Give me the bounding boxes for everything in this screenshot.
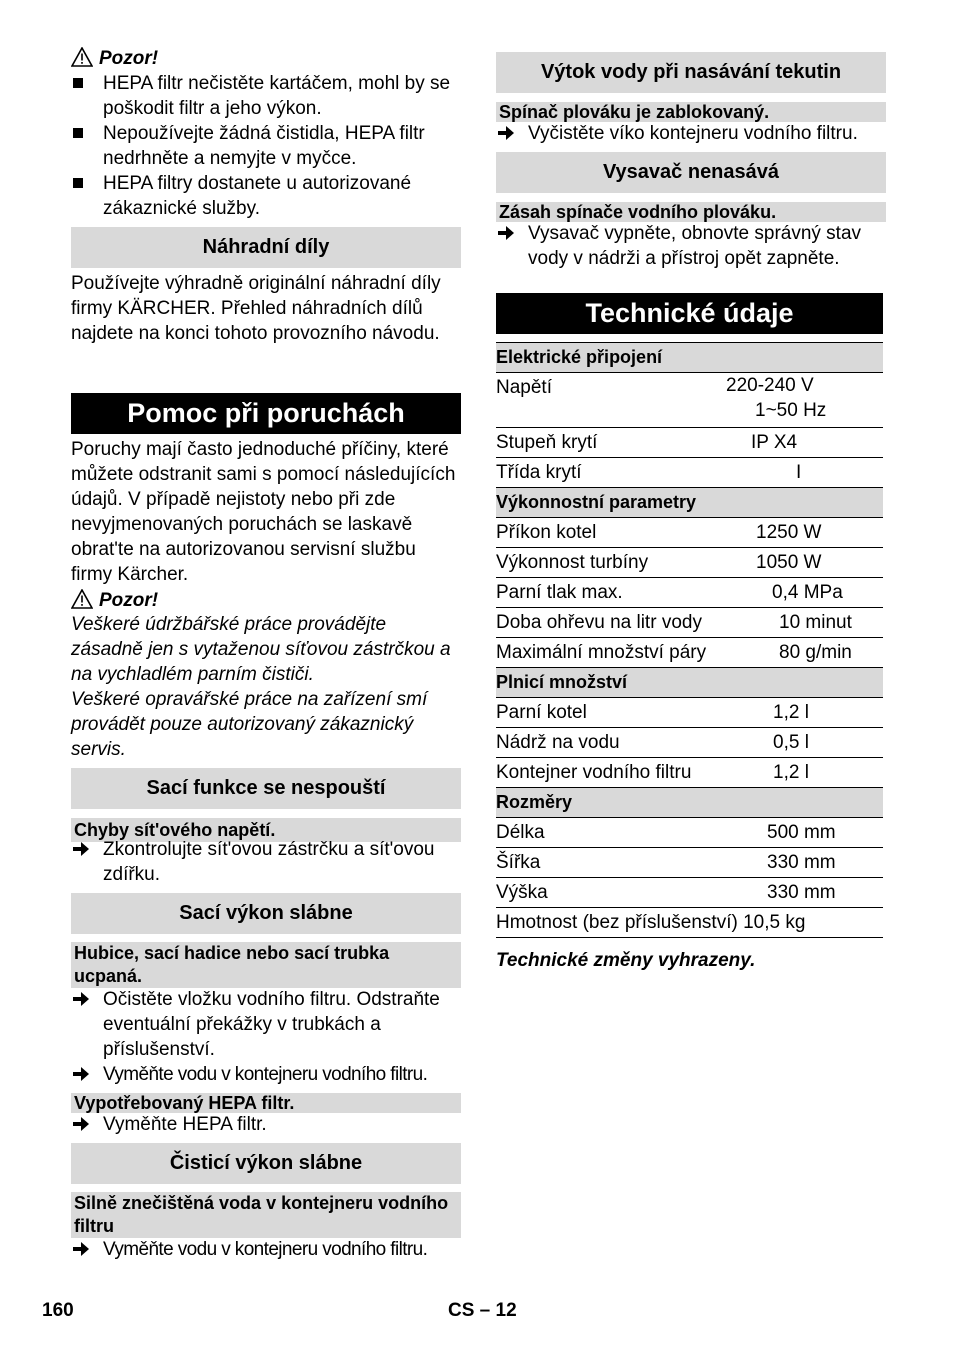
table-group-row: Plnicí množství — [496, 668, 883, 698]
remedy-item: Očistěte vložku vodního filtru. Odstraňte eventuální překážky v trubkách a příslušenství. — [71, 987, 461, 1062]
warning-icon — [71, 589, 93, 609]
arrow-right-icon — [498, 126, 514, 140]
square-bullet-icon — [73, 78, 83, 88]
table-row: Šířka 330 mm — [496, 848, 883, 878]
section-page-label: CS – 12 — [448, 1300, 517, 1321]
chapter-heading-troubleshooting: Pomoc při poruchách — [71, 393, 461, 434]
table-row: Napětí 220-240 V 1~50 Hz — [496, 373, 883, 428]
table-group-row: Elektrické připojení — [496, 343, 883, 373]
spare-parts-text: Používejte výhradně originální náhradní díly firmy KÄRCHER. Přehled náhradních dílů najdete na konci tohoto provozního návodu. — [71, 273, 441, 344]
arrow-right-icon — [498, 226, 514, 240]
fault-cause: Hubice, sací hadice nebo sací trubka ucpaná. — [71, 942, 461, 988]
arrow-right-icon — [73, 992, 89, 1006]
table-row: Třída krytí I — [496, 458, 883, 488]
remedy-item: Vyčistěte víko kontejneru vodního filtru. — [496, 121, 886, 146]
section-heading-cleaning-weak: Čisticí výkon slábne — [71, 1143, 461, 1184]
troubleshooting-text: Poruchy mají často jednoduché příčiny, které můžete odstranit sami s pomocí následujících údajů. V případě nejistoty nebo při zde nevyjmenovaných poruchách se laskavě obrat'te na autorizovanou servisní službu firmy Kärcher. — [71, 439, 456, 585]
square-bullet-icon — [73, 178, 83, 188]
weight-label: Hmotnost (bez příslušenství) — [496, 912, 738, 933]
table-row: Výkonnost turbíny 1050 W — [496, 548, 883, 578]
arrow-right-icon — [73, 842, 89, 856]
fault-cause: Vypotřebovaný HEPA filtr. — [71, 1093, 461, 1113]
frequency-value: 1~50 Hz — [755, 400, 827, 421]
square-bullet-icon — [73, 128, 83, 138]
table-row: Příkon kotel 1250 W — [496, 518, 883, 548]
voltage-value: 220-240 V — [726, 375, 814, 396]
remedy-item: Vyměňte vodu v kontejneru vodního filtru. — [71, 1062, 461, 1087]
fault-cause: Silně znečištěná voda v kontejneru vodního filtru — [71, 1192, 461, 1238]
caution-label: Pozor! — [71, 588, 158, 613]
fault-cause: Zásah spínače vodního plováku. — [496, 202, 886, 222]
remedy-item: Vysavač vypněte, obnovte správný stav vody v nádrži a přístroj opět zapněte. — [496, 221, 886, 271]
caution-label: Pozor! — [71, 46, 158, 71]
fault-cause: Spínač plováku je zablokovaný. — [496, 102, 886, 122]
list-item: Nepoužívejte žádná čistidla, HEPA filtr nedrhněte a nemyjte v myčce. — [71, 121, 461, 171]
table-group-row: Výkonnostní parametry — [496, 488, 883, 518]
remedy-item: Vyměňte HEPA filtr. — [71, 1112, 461, 1137]
fault-cause: Chyby sít'ového napětí. — [71, 818, 461, 842]
chapter-heading-technical-data: Technické údaje — [496, 293, 883, 334]
page-number: 160 — [42, 1300, 74, 1321]
table-row: Stupeň krytí IP X4 — [496, 428, 883, 458]
table-row: Délka 500 mm — [496, 818, 883, 848]
caution-text-repairs: Veškeré opravářské práce na zařízení smí provádět pouze autorizovaný zákaznický servis. — [71, 689, 428, 760]
section-heading-water-leak: Výtok vody při nasávání tekutin — [496, 52, 886, 93]
arrow-right-icon — [73, 1242, 89, 1256]
section-heading-spare-parts: Náhradní díly — [71, 227, 461, 268]
list-item: HEPA filtry dostanete u autorizované zákaznické služby. — [71, 171, 461, 221]
section-heading-suction-not-start: Sací funkce se nespouští — [71, 768, 461, 809]
warning-icon — [71, 47, 93, 67]
remedy-item: Zkontrolujte sít'ovou zástrčku a sít'ovou zdířku. — [71, 837, 461, 887]
arrow-right-icon — [73, 1117, 89, 1131]
section-heading-suction-weak: Sací výkon slábne — [71, 893, 461, 934]
table-row: Parní tlak max. 0,4 MPa — [496, 578, 883, 608]
list-item: HEPA filtr nečistěte kartáčem, mohl by se poškodit filtr a jeho výkon. — [71, 71, 461, 121]
table-row: Nádrž na vodu 0,5 l — [496, 728, 883, 758]
arrow-right-icon — [73, 1067, 89, 1081]
remedy-item: Vyměňte vodu v kontejneru vodního filtru. — [71, 1237, 461, 1262]
table-row: Maximální množství páry 80 g/min — [496, 638, 883, 668]
table-row — [496, 908, 883, 938]
table-row: Parní kotel 1,2 l — [496, 698, 883, 728]
table-group-row: Rozměry — [496, 788, 883, 818]
technical-note: Technické změny vyhrazeny. — [496, 950, 756, 971]
table-row: Výška 330 mm — [496, 878, 883, 908]
weight-value: 10,5 kg — [743, 912, 806, 933]
table-row: Doba ohřevu na litr vody 10 minut — [496, 608, 883, 638]
section-heading-no-suction: Vysavač nenasává — [496, 152, 886, 193]
caution-text-maintenance: Veškeré údržbářské práce provádějte zásadně jen s vytaženou síťovou zástrčkou a na vychladlém parním čističi. — [71, 614, 451, 685]
technical-data-table — [496, 342, 883, 938]
table-row: Kontejner vodního filtru 1,2 l — [496, 758, 883, 788]
